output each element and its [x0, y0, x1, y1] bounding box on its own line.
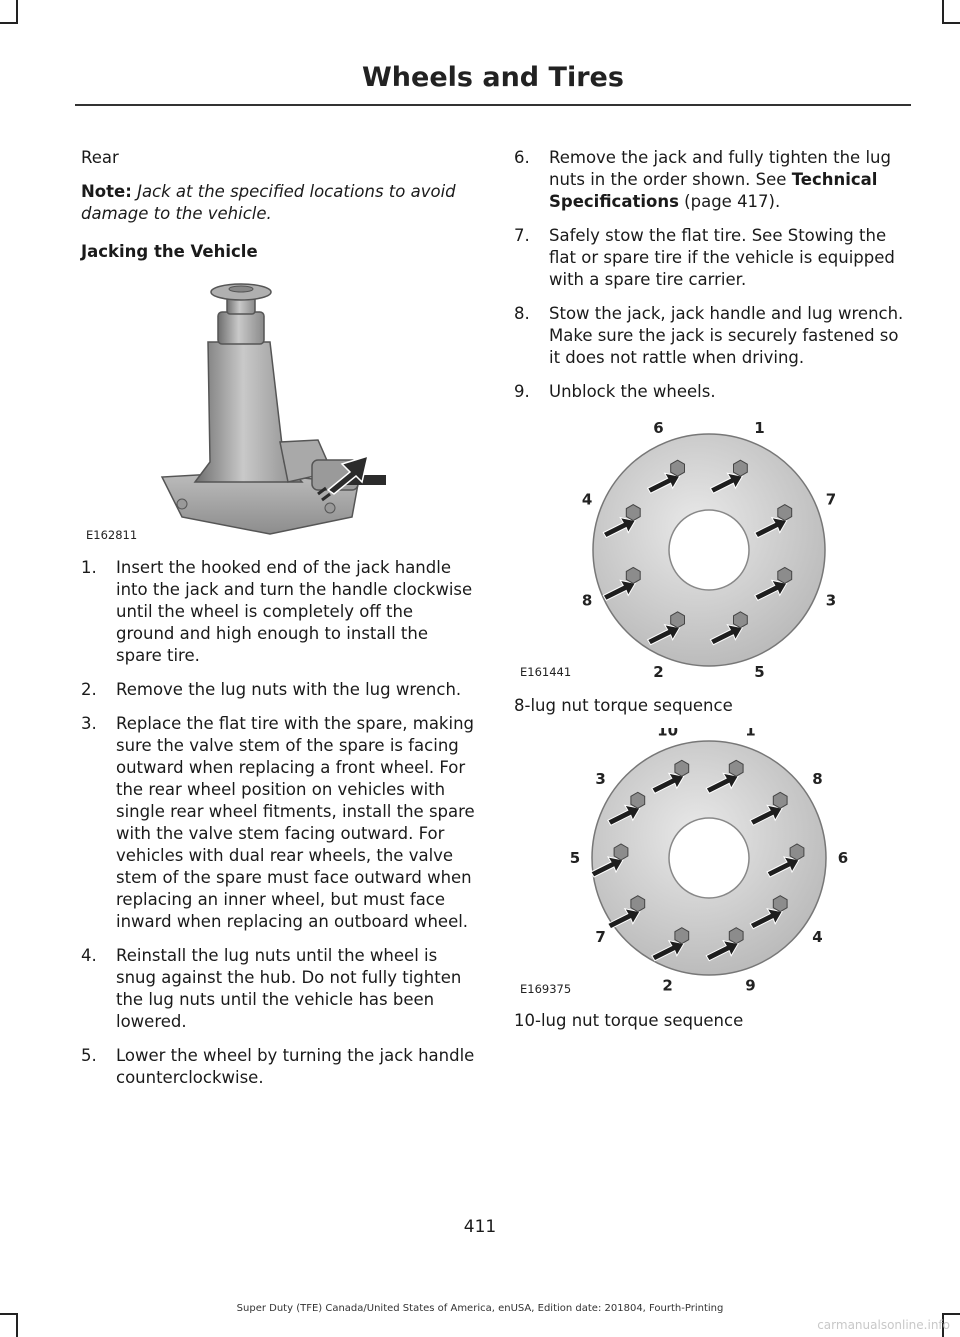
lug-nut	[671, 612, 685, 628]
sequence-label: 4	[581, 490, 593, 509]
wheel-10-diagram	[512, 728, 912, 1000]
wheel-8-figure	[512, 410, 912, 685]
steps-list-left	[81, 557, 476, 1089]
sequence-label: 8	[581, 591, 593, 610]
steps-list-right	[514, 147, 914, 403]
list-item	[514, 303, 914, 369]
lug-nut	[729, 760, 743, 776]
sequence-label: 7	[595, 927, 606, 946]
sequence-label: 3	[825, 591, 837, 610]
lug-nut	[675, 928, 689, 944]
step-text: Replace the flat tire with the spare, making sure the valve stem of the spare is facing outward when replacing a front wheel. For the rear wheel position on vehicles with single rear wheel fitments, install the spare with the valve stem facing outward. For vehicles with dual rear wheels, the valve stem of the spare must face outward when replacing an inner wheel, but must face inward when replacing an outboard wheel.	[116, 714, 475, 931]
lug-nut	[671, 460, 685, 476]
step-text: Stow the jack, jack handle and lug wrench. Make sure the jack is securely fastened so it does not rattle when driving.	[549, 304, 904, 367]
header-rule	[75, 104, 911, 106]
right-steps	[514, 147, 914, 415]
step-number: 5.	[81, 1046, 97, 1065]
page-ref: (page 417).	[684, 192, 781, 211]
step-text: Safely stow the flat tire. See Stowing the flat or spare tire if the vehicle is equipped with a spare tire carrier.	[549, 226, 895, 289]
note	[81, 181, 476, 225]
step-text: Lower the wheel by turning the jack handle counterclockwise.	[116, 1046, 475, 1087]
sequence-label: 7	[825, 490, 837, 509]
note-label: Note:	[81, 182, 132, 201]
lug-nut	[729, 928, 743, 944]
section-heading: Jacking the Vehicle	[81, 242, 258, 261]
list-item	[81, 557, 476, 667]
lug-nut	[778, 567, 792, 583]
sequence-label: 8	[812, 770, 823, 789]
figure-id: E169375	[520, 982, 572, 996]
sequence-label: 2	[653, 662, 664, 681]
wheel-10-caption: 10-lug nut torque sequence	[514, 1011, 744, 1030]
list-item	[81, 713, 476, 933]
lug-nut	[675, 760, 689, 776]
sequence-label: 1	[754, 419, 765, 438]
step-text: Remove the jack and fully tighten the lug nuts in the order shown. See	[549, 148, 891, 189]
footer-edition: Super Duty (TFE) Canada/United States of America, enUSA, Edition date: 201804, Fourth-Printing	[236, 1303, 724, 1314]
sequence-label: 10	[657, 728, 679, 740]
watermark: carmanualsonline.info	[817, 1318, 950, 1332]
step-number: 4.	[81, 946, 97, 965]
step-number: 2.	[81, 680, 97, 699]
wheel-10-figure	[512, 728, 912, 1000]
sequence-label: 3	[595, 770, 606, 789]
figure-id: E161441	[520, 665, 572, 679]
crop-mark	[942, 0, 944, 22]
lug-nut	[734, 612, 748, 628]
sequence-label: 2	[662, 976, 673, 995]
lug-nut	[734, 460, 748, 476]
sequence-label: 6	[653, 419, 664, 438]
left-column	[81, 147, 476, 275]
sequence-label: 5	[754, 662, 765, 681]
list-item	[514, 381, 914, 403]
note-text: Jack at the specified locations to avoid damage to the vehicle.	[81, 182, 456, 223]
figure-id: E162811	[86, 528, 138, 542]
jack-illustration	[80, 272, 478, 544]
lug-nut	[614, 844, 628, 860]
spec-link[interactable]: Technical Specifications	[549, 170, 878, 211]
step-number: 3.	[81, 714, 97, 733]
sequence-label: 5	[569, 849, 581, 867]
lug-nut	[773, 792, 787, 808]
lug-nut	[790, 844, 804, 860]
jack-figure	[80, 272, 478, 544]
lug-nut	[626, 505, 640, 521]
sequence-label: 6	[837, 849, 849, 867]
crop-mark	[16, 0, 18, 22]
lug-nut	[631, 896, 645, 912]
wheel-center-hole	[669, 818, 749, 898]
step-text: Unblock the wheels.	[549, 382, 716, 401]
lug-nut	[631, 792, 645, 808]
step-number: 7.	[514, 226, 530, 245]
step-text: Remove the lug nuts with the lug wrench.	[116, 680, 462, 699]
page-title: Wheels and Tires	[362, 62, 624, 93]
rear-label: Rear	[81, 148, 119, 167]
list-item	[81, 1045, 476, 1089]
lug-nut	[773, 896, 787, 912]
list-item	[514, 147, 914, 213]
step-text: Reinstall the lug nuts until the wheel is snug against the hub. Do not fully tighten the lug nuts until the vehicle has been lowered.	[116, 946, 462, 1031]
wheel-8-caption: 8-lug nut torque sequence	[514, 696, 733, 715]
crop-mark	[0, 22, 18, 24]
crop-mark	[16, 1313, 18, 1337]
list-item	[81, 945, 476, 1033]
lug-nut	[778, 505, 792, 521]
step-number: 8.	[514, 304, 530, 323]
sequence-label: 4	[812, 927, 823, 946]
wheel-8-diagram	[512, 410, 912, 685]
step-text: Insert the hooked end of the jack handle into the jack and turn the handle clockwise until the wheel is completely off the ground and high enough to install the spare tire.	[116, 558, 473, 665]
page-number: 411	[463, 1217, 497, 1237]
list-item	[514, 225, 914, 291]
crop-mark	[942, 22, 960, 24]
step-number: 1.	[81, 558, 97, 577]
sequence-label: 1	[745, 728, 756, 740]
wheel-center-hole	[669, 510, 749, 590]
step-number: 6.	[514, 148, 530, 167]
list-item	[81, 679, 476, 701]
left-steps	[81, 557, 476, 1101]
step-number: 9.	[514, 382, 530, 401]
sequence-label: 9	[745, 976, 756, 995]
lug-nut	[626, 567, 640, 583]
